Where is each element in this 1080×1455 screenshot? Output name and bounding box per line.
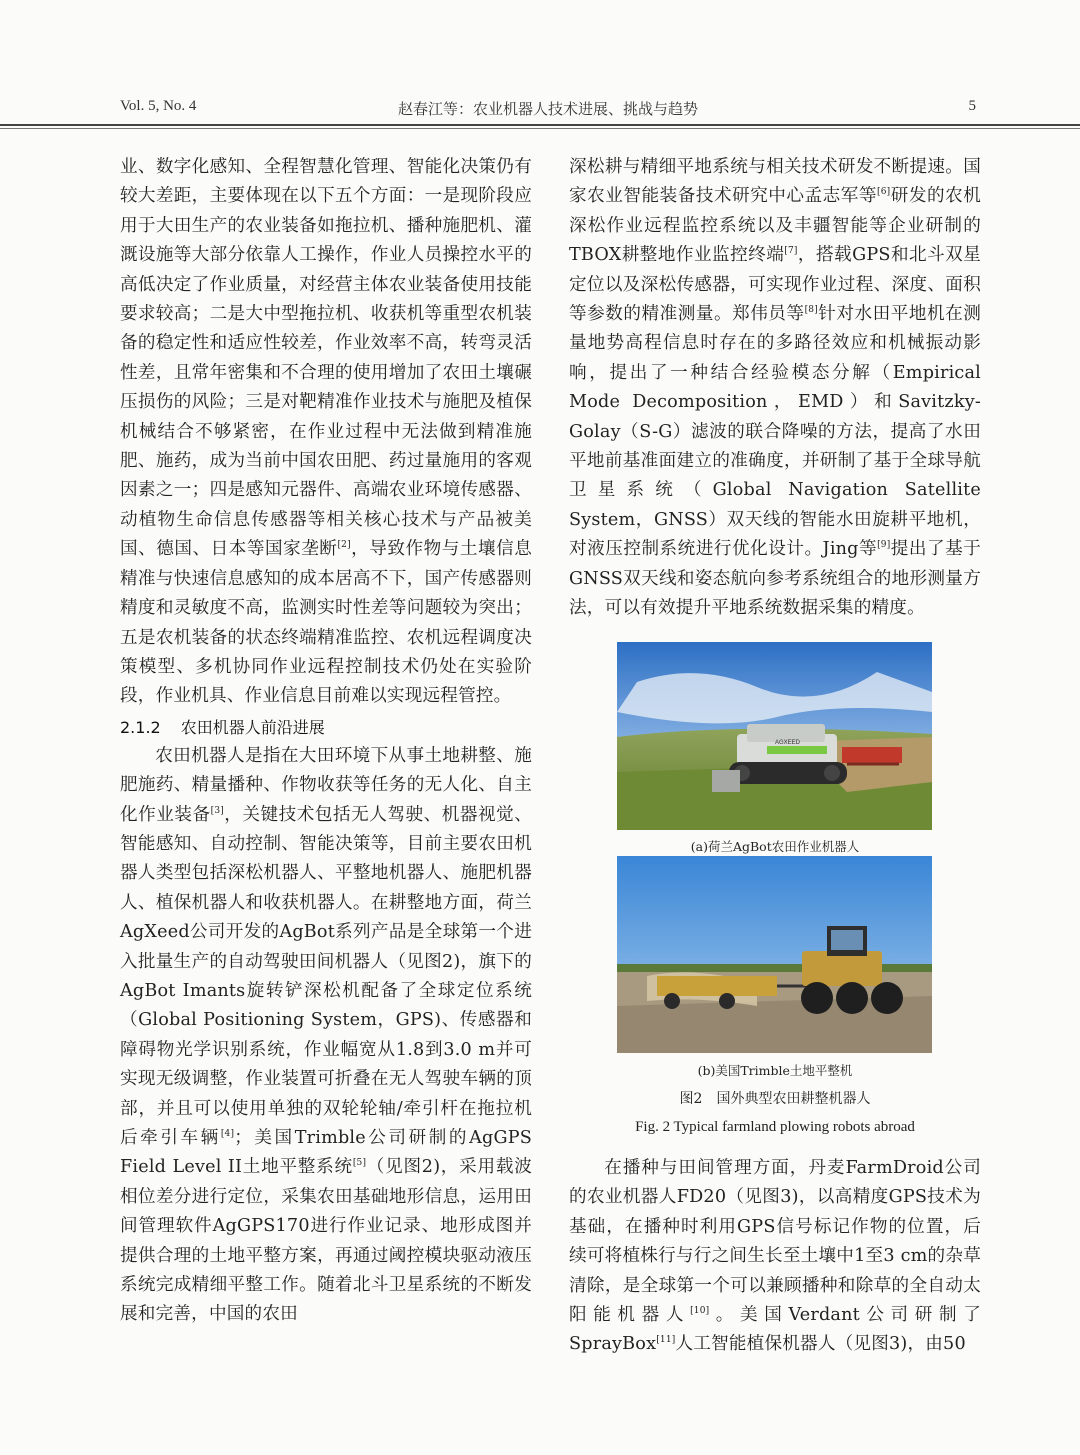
citation[interactable]: [10] [690, 1306, 710, 1317]
figure-caption-a: (a)荷兰AgBot农田作业机器人 [690, 839, 860, 854]
section-number: 2.1.2 [120, 717, 161, 737]
figure-title-en: Fig. 2 Typical farmland plowing robots abroad [635, 1119, 915, 1135]
citation[interactable]: [9] [877, 540, 891, 551]
citation[interactable]: [5] [352, 1158, 367, 1169]
citation[interactable]: [3] [210, 805, 224, 816]
robot-brand-label: AGXEED [775, 740, 801, 746]
citation[interactable]: [4] [220, 1129, 235, 1140]
figure-photo-agbot [617, 642, 932, 830]
figure-caption-b: (b)美国Trimble土地平整机 [697, 1063, 853, 1078]
right-column-top [569, 153, 981, 624]
citation[interactable]: [2] [337, 540, 351, 551]
section-heading [120, 713, 532, 742]
citation[interactable]: [8] [804, 305, 818, 316]
header-rule-thick [0, 124, 1080, 126]
citation[interactable]: [6] [877, 187, 891, 198]
running-header [120, 98, 976, 120]
right-column-bottom [569, 1154, 981, 1360]
citation[interactable]: [7] [784, 246, 798, 257]
paragraph: 深松耕与精细平地系统与相关技术研发不断提速。国家农业智能装备技术研究中心孟志军等[6]研发的农机深松作业远程监控系统以及丰疆智能等企业研制的TBOX耕整地作业监控终端[7]，搭载GPS和北斗双星定位以及深松传感器，可实现作业过程、深度、面积等参数的精准测量。郑伟员等[8]针对水田平地机在测量地势高程信息时存在的多路径效应和机械振动影响，提出了一种结合经验模态分解（Empirical Mode Decomposition，EMD）和Savitzky-Golay（S-G）滤波的联合降噪的方法，提高了水田平地前基准面建立的准确度，并研制了基于全球导航卫星系统（Global Navigation Satellite System，GNSS）双天线的智能水田旋耕平地机，对液压控制系统进行优化设计。Jing等[9]提出了基于GNSS双天线和姿态航向参考系统组合的地形测量方法，可以有效提升平地系统数据采集的精度。 [569, 157, 981, 619]
journal-volume: Vol. 5, No. 4 [120, 98, 197, 114]
header-rule-thin [0, 128, 1080, 129]
figure-title-cn: 图2 国外典型农田耕整机器人 [679, 1091, 871, 1107]
left-column [120, 153, 532, 1330]
page-number: 5 [968, 98, 976, 114]
paragraph: 在播种与田间管理方面，丹麦FarmDroid公司的农业机器人FD20（见图3)，以高精度GPS技术为基础，在播种时利用GPS信号标记作物的位置，后续可将植株行与行之间生长至土壤中1至3 cm的杂草清除，是全球第一个可以兼顾播种和除草的全自动太阳能机器人[10]。美国Verdant公司研制了SprayBox[11]人工智能植保机器人（见图3)，由50 [569, 1158, 981, 1355]
figure-photo-trimble [617, 856, 932, 1053]
running-title: 赵春江等：农业机器人技术进展、挑战与趋势 [397, 100, 698, 118]
paragraph: 业、数字化感知、全程智慧化管理、智能化决策仍有较大差距，主要体现在以下五个方面：一是现阶段应用于大田生产的农业装备如拖拉机、播种施肥机、灌溉设施等大部分依靠人工操作，作业人员操控水平的高低决定了作业质量，对经营主体农业装备使用技能要求较高；二是大中型拖拉机、收获机等重型农机装备的稳定性和适应性较差，作业效率不高，转弯灵活性差，且常年密集和不合理的使用增加了农田土壤碾压损伤的风险；三是对靶精准作业技术与施肥及植保机械结合不够紧密，在作业过程中无法做到精准施肥、施药，成为当前中国农田肥、药过量施用的客观因素之一；四是感知元器件、高端农业环境传感器、动植物生命信息传感器等相关核心技术与产品被美国、德国、日本等国家垄断[2]，导致作物与土壤信息精准与快速信息感知的成本居高不下，国产传感器则精度和灵敏度不高，监测实时性差等问题较为突出；五是农机装备的状态终端精准监控、农机远程调度决策模型、多机协同作业远程控制技术仍处在实验阶段，作业机具、作业信息目前难以实现远程管控。 [120, 157, 532, 707]
paragraph: 农田机器人是指在大田环境下从事土地耕整、施肥施药、精量播种、作物收获等任务的无人化、自主化作业装备[3]，关键技术包括无人驾驶、机器视觉、智能感知、自动控制、智能决策等，目前主要农田机器人类型包括深松机器人、平整地机器人、施肥机器人、植保机器人和收获机器人。在耕整地方面，荷兰AgXeed公司开发的AgBot系列产品是全球第一个进入批量生产的自动驾驶田间机器人（见图2)，旗下的AgBot Imants旋转铲深松机配备了全球定位系统（Global Positioning System，GPS)、传感器和障碍物光学识别系统，作业幅宽从1.8到3.0 m并可实现无级调整，作业装置可折叠在无人驾驶车辆的顶部，并且可以使用单独的双轮轮轴/牵引杆在拖拉机后牵引车辆[4]；美国Trimble公司研制的AgGPS Field Level II土地平整系统[5]（见图2)，采用载波相位差分进行定位，采集农田基础地形信息，运用田间管理软件AgGPS170进行作业记录、地形成图并提供合理的土地平整方案，再通过阈控模块驱动液压系统完成精细平整工作。随着北斗卫星系统的不断发展和完善，中国的农田 [120, 745, 532, 1325]
citation[interactable]: [11] [656, 1335, 676, 1346]
section-title: 农田机器人前沿进展 [180, 717, 325, 737]
